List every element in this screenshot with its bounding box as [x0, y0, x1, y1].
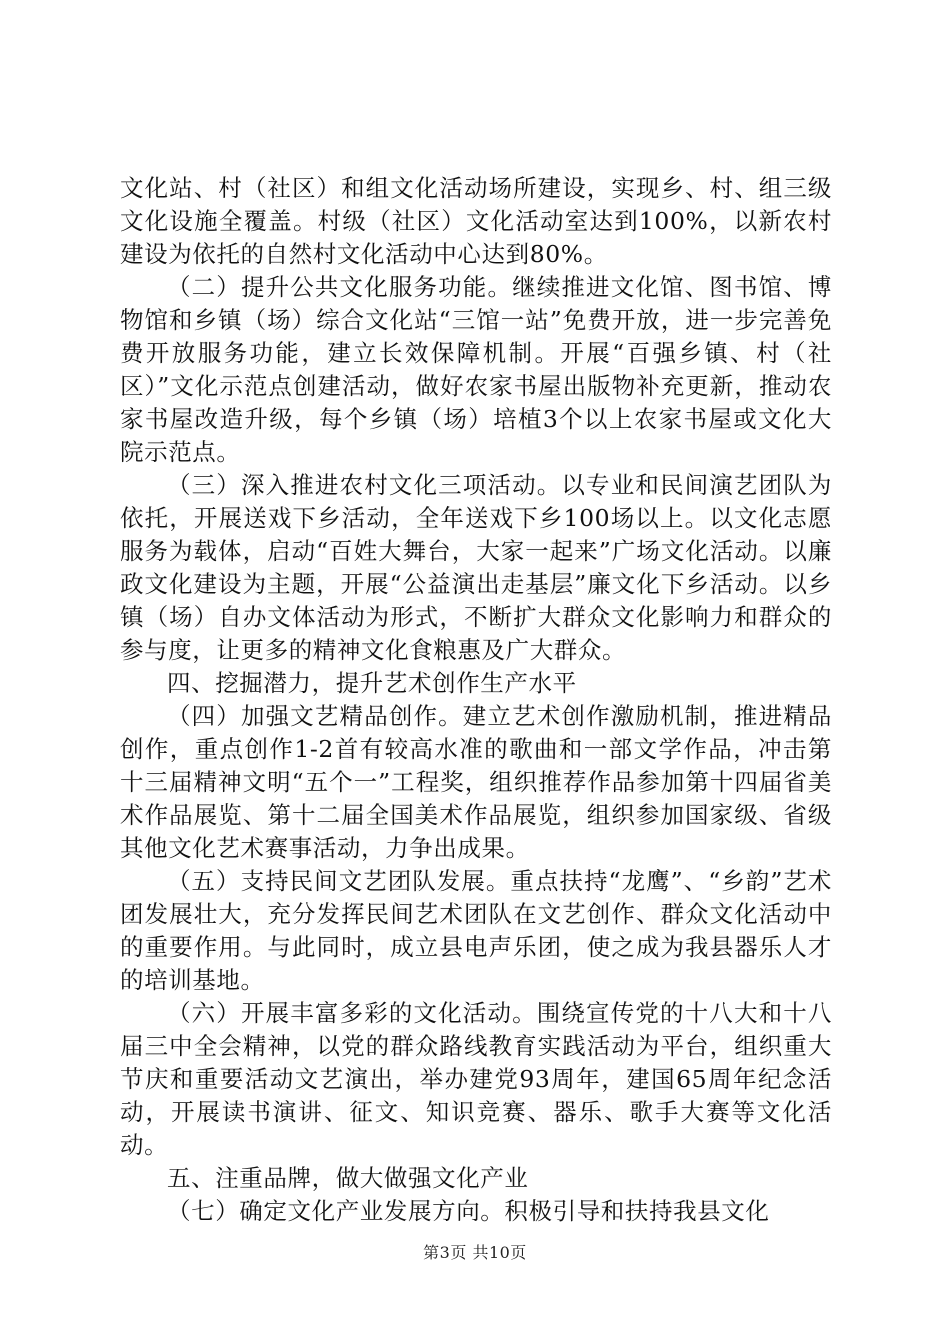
paragraph-cultural-events: （六）开展丰富多彩的文化活动。围绕宣传党的十八大和十八届三中全会精神，以党的群众路线教育实践活动为平台，组织重大节庆和重要活动文艺演出，举办建党93周年，建国65周年纪念活动，开展读书演讲、征文、知识竞赛、器乐、歌手大赛等文化活动。	[120, 999, 832, 1159]
paragraph-art-creation: （四）加强文艺精品创作。建立艺术创作激励机制，推进精品创作，重点创作1-2首有较高水准的歌曲和一部文学作品，冲击第十三届精神文明“五个一”工程奖，组织推荐作品参加第十四届省美术作品展览、第十二届全国美术作品展览，组织参加国家级、省级其他文化艺术赛事活动，力争出成果。	[120, 702, 832, 862]
paragraph-facilities-continued: 文化站、村（社区）和组文化活动场所建设，实现乡、村、组三级文化设施全覆盖。村级（社区）文化活动室达到100%，以新农村建设为依托的自然村文化活动中心达到80%。	[120, 174, 832, 268]
paragraph-public-service: （二）提升公共文化服务功能。继续推进文化馆、图书馆、博物馆和乡镇（场）综合文化站“三馆一站”免费开放，进一步完善免费开放服务功能，建立长效保障机制。开展“百强乡镇、村（社区）”文化示范点创建活动，做好农家书屋出版物补充更新，推动农家书屋改造升级，每个乡镇（场）培植3个以上农家书屋或文化大院示范点。	[120, 273, 832, 466]
section-heading-five: 五、注重品牌，做大做强文化产业	[167, 1164, 529, 1192]
paragraph-folk-troupes: （五）支持民间文艺团队发展。重点扶持“龙鹰”、“乡韵”艺术团发展壮大，充分发挥民间艺术团队在文艺创作、群众文化活动中的重要作用。与此同时，成立县电声乐团，使之成为我县器乐人才的培训基地。	[120, 867, 832, 994]
page-number-footer: 第3页 共10页	[423, 1243, 527, 1262]
paragraph-industry-direction: （七）确定文化产业发展方向。积极引导和扶持我县文化	[167, 1197, 770, 1225]
paragraph-rural-activities: （三）深入推进农村文化三项活动。以专业和民间演艺团队为依托，开展送戏下乡活动，全年送戏下乡100场以上。以文化志愿服务为载体，启动“百姓大舞台，大家一起来”广场文化活动。以廉政文化建设为主题，开展“公益演出走基层”廉文化下乡活动。以乡镇（场）自办文体活动为形式，不断扩大群众文化影响力和群众的参与度，让更多的精神文化食粮惠及广大群众。	[120, 471, 832, 664]
section-heading-four: 四、挖掘潜力，提升艺术创作生产水平	[167, 669, 577, 697]
document-body	[120, 172, 832, 1228]
